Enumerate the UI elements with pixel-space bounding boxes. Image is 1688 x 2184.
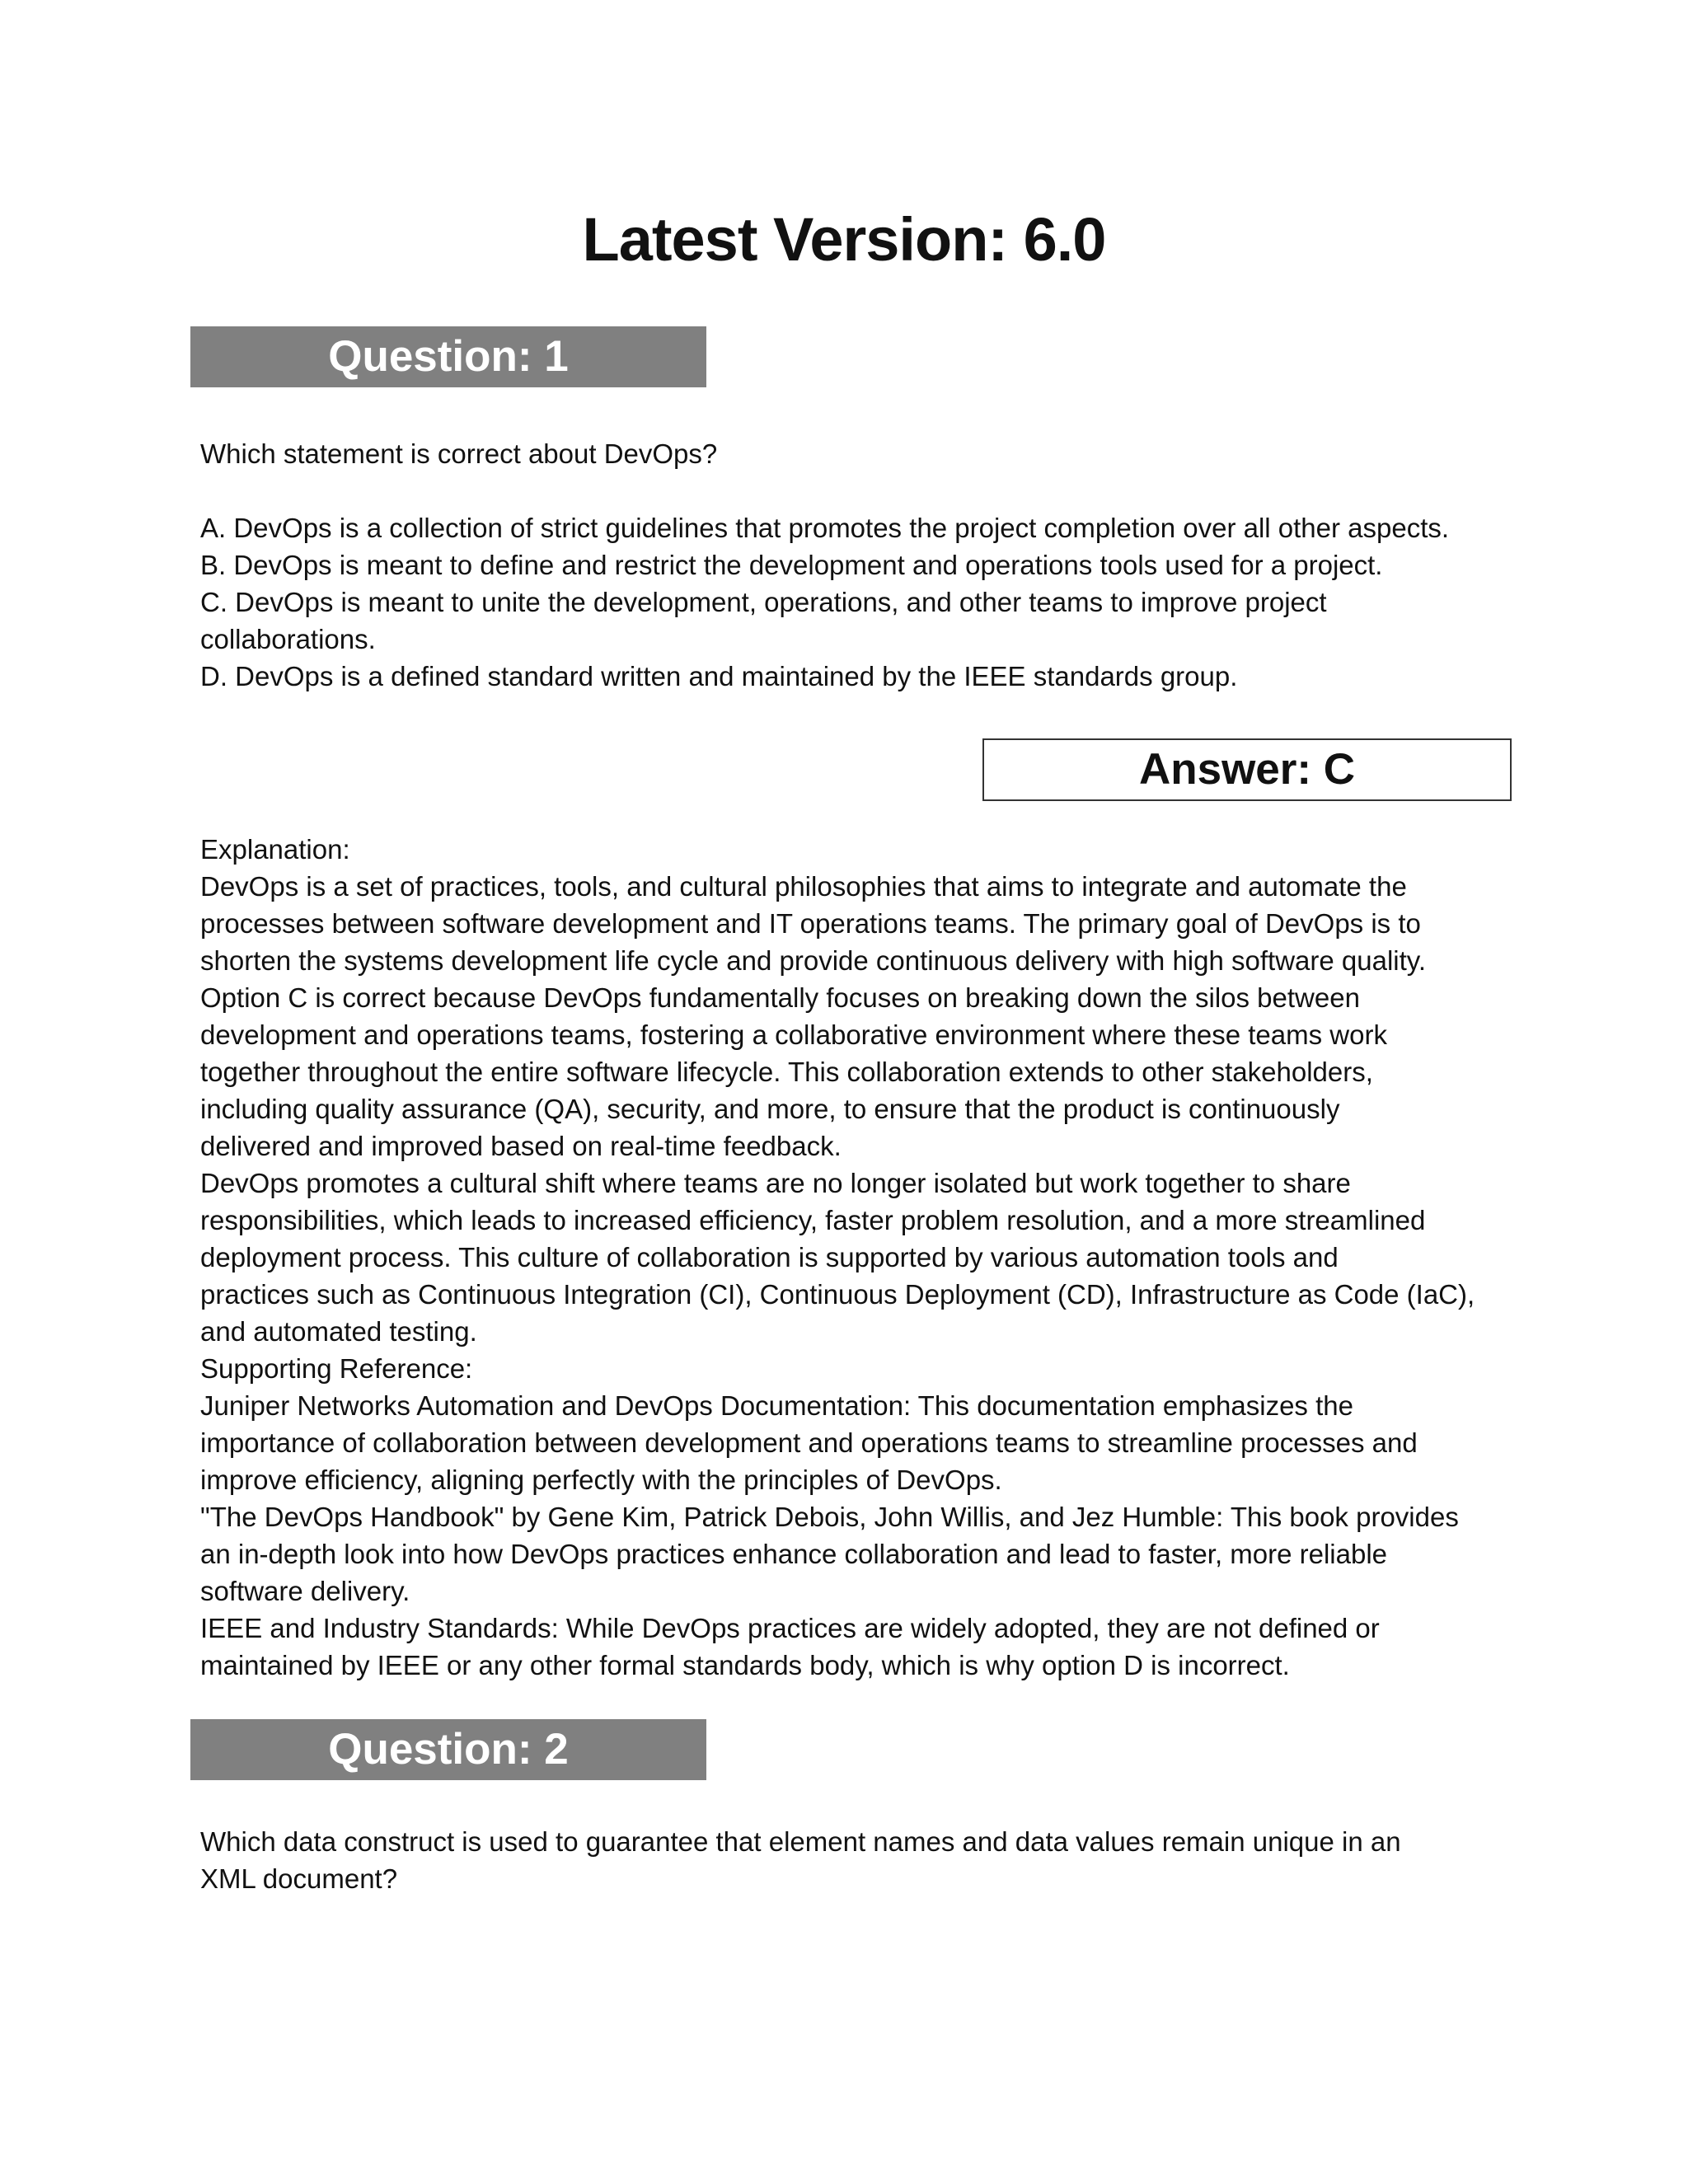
question-2-prompt-line: XML document? xyxy=(200,1863,398,1894)
explanation-line: development and operations teams, fostering a collaborative environment where these teams work xyxy=(200,1019,1387,1050)
explanation-line: importance of collaboration between development and operations teams to streamline processes and xyxy=(200,1427,1418,1458)
option-b: B. DevOps is meant to define and restrict the development and operations tools used for a project. xyxy=(200,550,1383,580)
question-1-options xyxy=(200,509,1544,695)
option-d: D. DevOps is a defined standard written and maintained by the IEEE standards group. xyxy=(200,661,1238,691)
explanation-line: an in-depth look into how DevOps practices enhance collaboration and lead to faster, more reliable xyxy=(200,1539,1388,1569)
explanation-line: Option C is correct because DevOps fundamentally focuses on breaking down the silos between xyxy=(200,982,1360,1013)
explanation-line: including quality assurance (QA), security, and more, to ensure that the product is continuously xyxy=(200,1094,1340,1124)
explanation-line: software delivery. xyxy=(200,1576,410,1606)
question-2-prompt-line: Which data construct is used to guarantee that element names and data values remain unique in an xyxy=(200,1826,1401,1857)
explanation-line: together throughout the entire software lifecycle. This collaboration extends to other stakeholders, xyxy=(200,1057,1373,1087)
option-c-continued: collaborations. xyxy=(200,624,376,654)
explanation-line: deployment process. This culture of collaboration is supported by various automation tools and xyxy=(200,1242,1339,1272)
question-2-prompt-block xyxy=(200,1823,1544,1897)
explanation-line: shorten the systems development life cycle and provide continuous delivery with high software quality. xyxy=(200,945,1426,976)
explanation-line: DevOps is a set of practices, tools, and cultural philosophies that aims to integrate and automate the xyxy=(200,871,1407,902)
explanation-line: responsibilities, which leads to increased efficiency, faster problem resolution, and a more streamlined xyxy=(200,1205,1426,1235)
explanation-line: and automated testing. xyxy=(200,1316,477,1347)
explanation-line: processes between software development and IT operations teams. The primary goal of DevOps is to xyxy=(200,908,1421,939)
answer-box: Answer: C xyxy=(982,738,1512,801)
explanation-line: Supporting Reference: xyxy=(200,1353,473,1384)
explanation-line: Explanation: xyxy=(200,834,350,865)
page-title: Latest Version: 6.0 xyxy=(582,205,1106,274)
explanation-line: IEEE and Industry Standards: While DevOps practices are widely adopted, they are not defined or xyxy=(200,1613,1380,1643)
option-c: C. DevOps is meant to unite the development, operations, and other teams to improve project xyxy=(200,587,1327,617)
explanation-line: Juniper Networks Automation and DevOps Documentation: This documentation emphasizes the xyxy=(200,1390,1353,1421)
question-1-header: Question: 1 xyxy=(190,326,706,387)
explanation-block xyxy=(200,831,1544,1684)
question-1-prompt: Which statement is correct about DevOps? xyxy=(200,438,718,469)
explanation-line: improve efficiency, aligning perfectly with the principles of DevOps. xyxy=(200,1465,1002,1495)
explanation-line: practices such as Continuous Integration (CI), Continuous Deployment (CD), Infrastructure as Code (IaC), xyxy=(200,1279,1475,1310)
explanation-line: maintained by IEEE or any other formal standards body, which is why option D is incorrect. xyxy=(200,1650,1290,1680)
question-2-header: Question: 2 xyxy=(190,1719,706,1780)
question-1-prompt-block xyxy=(200,435,1544,472)
explanation-line: delivered and improved based on real-time feedback. xyxy=(200,1131,842,1161)
explanation-line: "The DevOps Handbook" by Gene Kim, Patrick Debois, John Willis, and Jez Humble: This book provides xyxy=(200,1502,1459,1532)
option-a: A. DevOps is a collection of strict guidelines that promotes the project completion over all other aspects. xyxy=(200,513,1450,543)
explanation-line: DevOps promotes a cultural shift where teams are no longer isolated but work together to share xyxy=(200,1168,1351,1198)
